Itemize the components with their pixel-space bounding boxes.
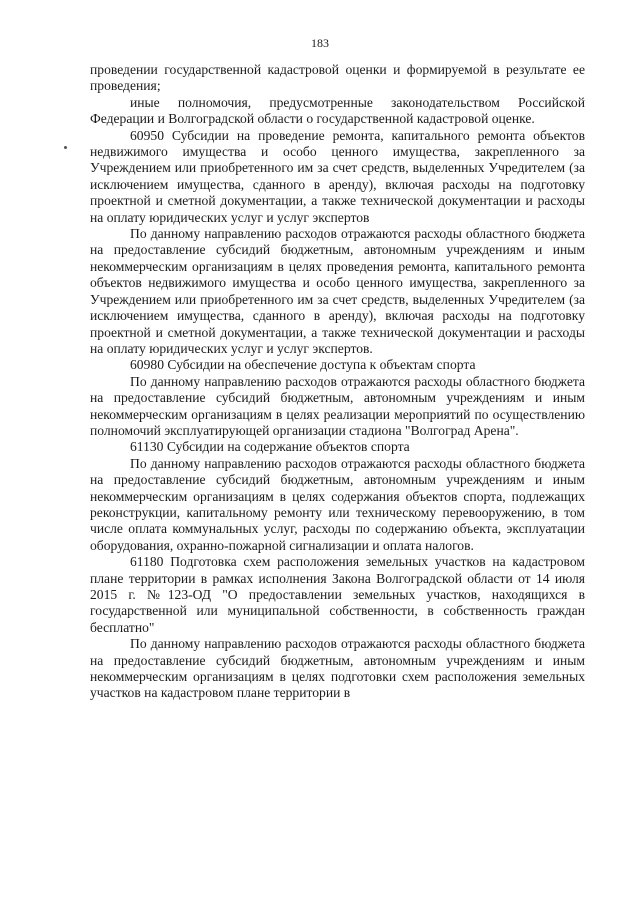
- paragraph-60980-description: По данному направлению расходов отражаются расходы областного бюджета на предоставление субсидий бюджетным, автономным учреждениям и иным некоммерческим организациям в целях реализации мероприятий по осуществлению полномочий эксплуатирующей организации стадиона "Волгоград Арена".: [90, 373, 585, 438]
- scan-speck: [64, 146, 67, 149]
- heading-60980: 60980 Субсидии на обеспечение доступа к объектам спорта: [130, 357, 476, 373]
- heading-61130: 61130 Субсидии на содержание объектов спорта: [130, 439, 410, 455]
- paragraph-61130-description: По данному направлению расходов отражаются расходы областного бюджета на предоставление субсидий бюджетным, автономным учреждениям и иным некоммерческим организациям в целях содержания объектов спорта, подлежащих реконструкции, капитальному ремонту или техническому перевооружению, в том числе оплата коммунальных услуг, расходы по содержанию объекта, эксплуатации оборудования, охранно-пожарной сигнализации и оплата налогов.: [90, 455, 585, 553]
- paragraph-continuation: проведении государственной кадастровой оценки и формируемой в результате ее проведения;: [90, 62, 585, 94]
- heading-61180: 61180 Подготовка схем расположения земельных участков на кадастровом плане территории в рамках исполнения Закона Волгоградской области от 14 июля 2015 г. №123-ОД "О предоставлении земельных участков, находящихся в государственной или муниципальной собственности, в собственность граждан бесплатно": [90, 554, 585, 635]
- paragraph-60950-description: По данному направлению расходов отражаются расходы областного бюджета на предоставление субсидий бюджетным, автономным учреждениям и иным некоммерческим организациям в целях проведения ремонта, капитального ремонта объектов недвижимого имущества и особо ценного имущества, закрепленного за Учреждением или приобретенного им за счет средств, выделенных Учредителем (за исключением имущества, сданного в аренду), включая расходы на подготовку проектной и сметной документации, а также технической документации и расходы на оплату юридических услуг и услуг экспертов.: [90, 226, 585, 356]
- paragraph-other-powers: иные полномочия, предусмотренные законодательством Российской Федерации и Волгоградской области о государственной кадастровой оценке.: [90, 94, 585, 127]
- document-body: [90, 62, 585, 702]
- paragraph-61180-description: По данному направлению расходов отражаются расходы областного бюджета на предоставление субсидий бюджетным, автономным учреждениям и иным некоммерческим организациям в целях подготовки схем расположения земельных участков на кадастровом плане территории в: [90, 636, 585, 701]
- heading-60950: 60950 Субсидии на проведение ремонта, капитального ремонта объектов недвижимого имущества и особо ценного имущества, закрепленного за Учреждением или приобретенного им за счет средств, выделенных Учредителем (за исключением имущества, сданного в аренду), включая расходы на подготовку проектной и сметной документации, а также технической документации и расходы на оплату юридических услуг и услуг экспертов: [90, 127, 585, 225]
- page-number: 183: [311, 36, 329, 50]
